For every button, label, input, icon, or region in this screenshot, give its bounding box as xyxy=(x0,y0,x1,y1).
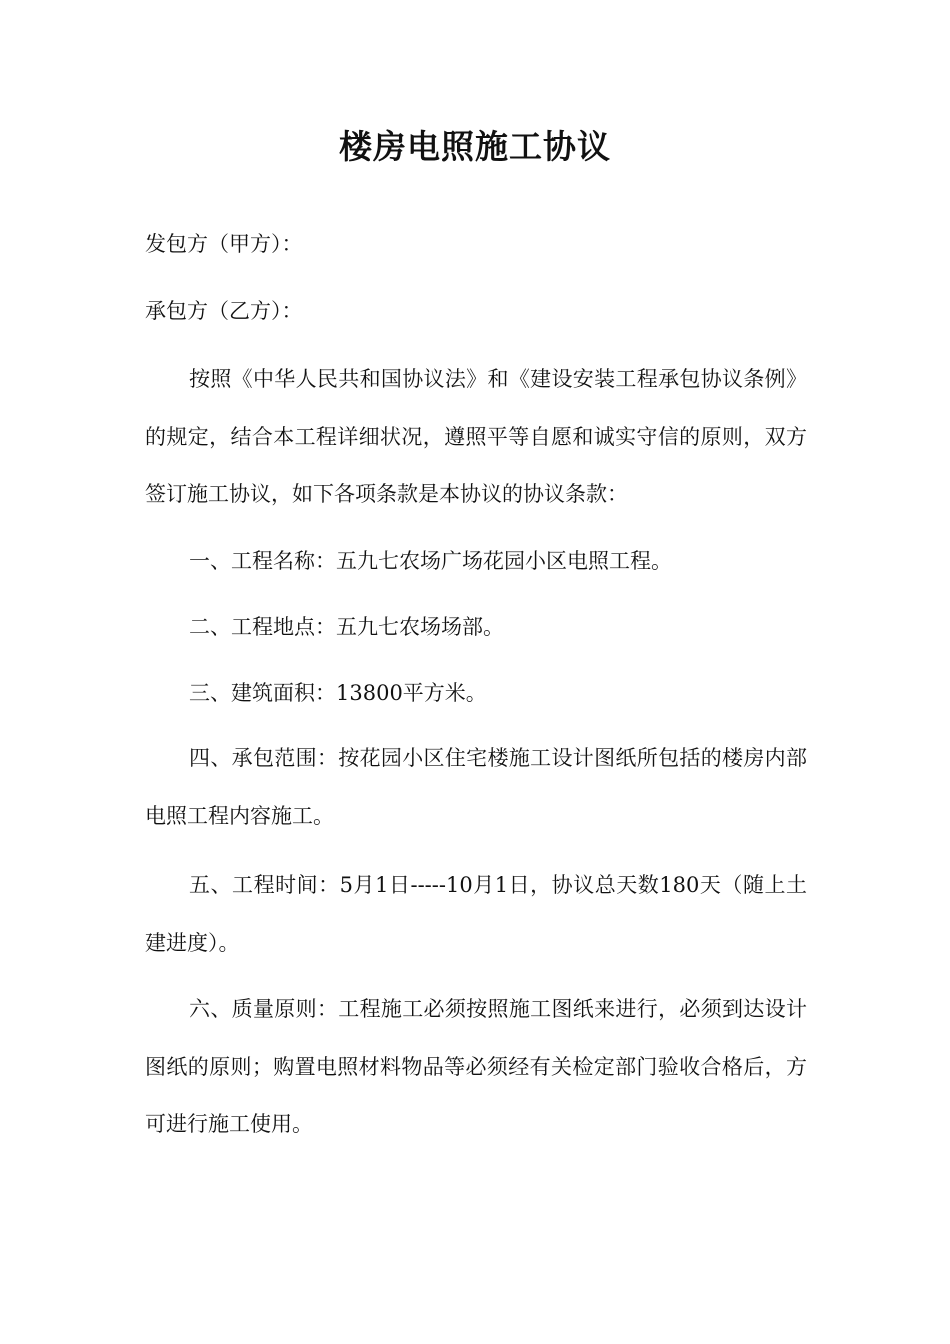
clause-quality-principle: 六、质量原则：工程施工必须按照施工图纸来进行，必须到达设计图纸的原则；购置电照材料物品等必须经有关检定部门验收合格后，方可进行施工使用。 xyxy=(145,997,807,1136)
clause-project-location: 二、工程地点：五九七农场场部。 xyxy=(189,615,504,639)
document-title: 楼房电照施工协议 xyxy=(339,127,611,166)
party-a-line: 发包方（甲方）： xyxy=(145,232,303,256)
intro-paragraph: 按照《中华人民共和国协议法》和《建设安装工程承包协议条例》的规定，结合本工程详细状况，遵照平等自愿和诚实守信的原则，双方签订施工协议，如下各项条款是本协议的协议条款： xyxy=(145,367,807,506)
clause-contract-scope: 四、承包范围：按花园小区住宅楼施工设计图纸所包括的楼房内部电照工程内容施工。 xyxy=(145,746,807,828)
clause-building-area: 三、建筑面积：13800平方米。 xyxy=(189,681,487,705)
party-b-line: 承包方（乙方）： xyxy=(145,299,303,323)
clause-project-name: 一、工程名称：五九七农场广场花园小区电照工程。 xyxy=(189,549,672,573)
clause-project-time: 五、工程时间：5月1日-----10月1日，协议总天数180天（随上土建进度）。 xyxy=(145,873,807,955)
